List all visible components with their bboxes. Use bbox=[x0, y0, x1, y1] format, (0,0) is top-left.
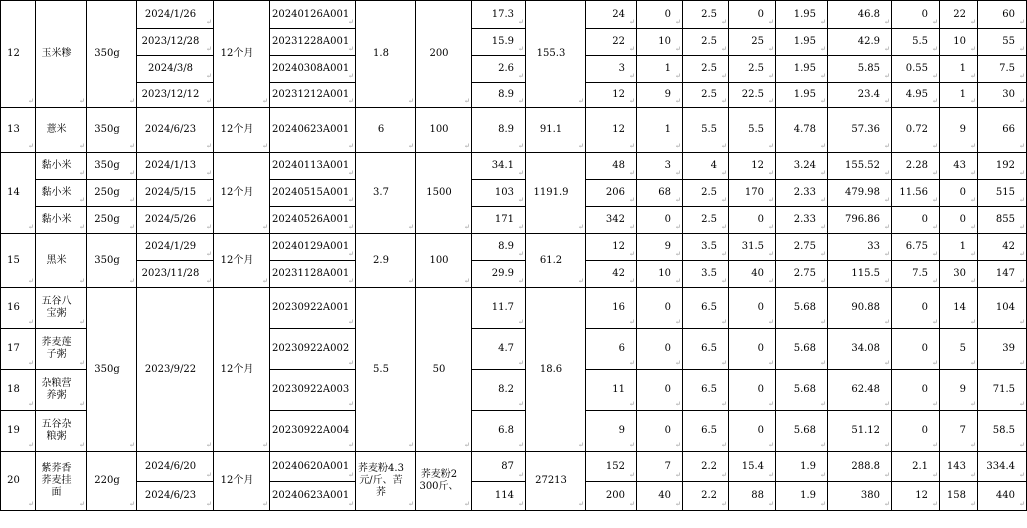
value-count: 6 ↵ bbox=[586, 329, 637, 370]
value-count: 3 ↵ bbox=[586, 56, 637, 83]
value-returned: 10 ↵ bbox=[637, 29, 683, 56]
value-count: 206 ↵ bbox=[586, 180, 637, 207]
amount: 114 ↵ bbox=[472, 482, 526, 511]
spec: 350g ↵ bbox=[87, 288, 137, 452]
value-cost: 2.75 ↵ bbox=[776, 261, 828, 288]
spec: 350g ↵ bbox=[87, 153, 137, 180]
production-date: 2023/9/22 ↵ bbox=[137, 288, 214, 452]
table-row bbox=[1, 108, 1027, 153]
batch-number: 20240620A001 ↵ bbox=[270, 452, 356, 482]
spec: 250g ↵ bbox=[87, 207, 137, 234]
table-row bbox=[1, 180, 1027, 207]
value-sales: 515 ↵ bbox=[978, 180, 1027, 207]
value-cost-total: 57.36 ↵ bbox=[828, 108, 892, 153]
value-loss: 0.72 ↵ bbox=[892, 108, 940, 153]
shelf-life: 12个月 ↵ bbox=[214, 153, 270, 234]
spec: 220g ↵ bbox=[87, 452, 137, 511]
value-count: 9 ↵ bbox=[586, 411, 637, 452]
price: 1.8 ↵ bbox=[356, 1, 416, 108]
value-loss: 0 ↵ bbox=[892, 329, 940, 370]
row-number: 12 ↵ bbox=[1, 1, 36, 108]
batch-number: 20240623A001 ↵ bbox=[270, 108, 356, 153]
value-sales: 192 ↵ bbox=[978, 153, 1027, 180]
value-sales: 104 ↵ bbox=[978, 288, 1027, 329]
value-loss: 0 ↵ bbox=[892, 207, 940, 234]
value-count: 152 ↵ bbox=[586, 452, 637, 482]
batch-number: 20240129A001 ↵ bbox=[270, 234, 356, 261]
value-cost-total: 115.5 ↵ bbox=[828, 261, 892, 288]
value-unit-price: 6.5 ↵ bbox=[683, 288, 729, 329]
amount: 103 ↵ bbox=[472, 180, 526, 207]
amount: 29.9 ↵ bbox=[472, 261, 526, 288]
product-name: 紫荞香荞麦挂面 ↵ bbox=[36, 452, 87, 511]
value-loss: 0 ↵ bbox=[892, 411, 940, 452]
value-refund: 12 ↵ bbox=[729, 153, 776, 180]
value-loss: 0 ↵ bbox=[892, 288, 940, 329]
value-count: 12 ↵ bbox=[586, 108, 637, 153]
batch-number: 20240113A001 ↵ bbox=[270, 153, 356, 180]
value-refund: 25 ↵ bbox=[729, 29, 776, 56]
value-refund: 2.5 ↵ bbox=[729, 56, 776, 83]
value-cost: 1.9 ↵ bbox=[776, 482, 828, 511]
value-stock: 1 ↵ bbox=[940, 234, 978, 261]
batch-number: 20240126A001 ↵ bbox=[270, 1, 356, 29]
product-name: 玉米糁 ↵ bbox=[36, 1, 87, 108]
value-refund: 0 ↵ bbox=[729, 370, 776, 411]
value-cost: 1.95 ↵ bbox=[776, 1, 828, 29]
value-stock: 14 ↵ bbox=[940, 288, 978, 329]
value-returned: 1 ↵ bbox=[637, 56, 683, 83]
value-unit-price: 3.5 ↵ bbox=[683, 261, 729, 288]
value-loss: 2.1 ↵ bbox=[892, 452, 940, 482]
value-loss: 12 ↵ bbox=[892, 482, 940, 511]
value-cost: 3.24 ↵ bbox=[776, 153, 828, 180]
value-unit-price: 6.5 ↵ bbox=[683, 411, 729, 452]
value-refund: 31.5 ↵ bbox=[729, 234, 776, 261]
value-returned: 0 ↵ bbox=[637, 288, 683, 329]
value-cost-total: 479.98 ↵ bbox=[828, 180, 892, 207]
total-amount: 1191.9 ↵ bbox=[526, 153, 586, 234]
value-count: 16 ↵ bbox=[586, 288, 637, 329]
total-quantity: 1500 ↵ bbox=[416, 153, 472, 234]
price: 3.7 ↵ bbox=[356, 153, 416, 234]
production-date: 2023/12/28 ↵ bbox=[137, 29, 214, 56]
spec: 350g ↵ bbox=[87, 108, 137, 153]
value-unit-price: 2.2 ↵ bbox=[683, 482, 729, 511]
value-cost: 2.33 ↵ bbox=[776, 207, 828, 234]
value-returned: 0 ↵ bbox=[637, 207, 683, 234]
product-name: 黏小米 ↵ bbox=[36, 207, 87, 234]
value-sales: 71.5 ↵ bbox=[978, 370, 1027, 411]
table-row bbox=[1, 56, 1027, 83]
row-number: 16 ↵ bbox=[1, 288, 36, 329]
value-unit-price: 4 ↵ bbox=[683, 153, 729, 180]
value-stock: 143 ↵ bbox=[940, 452, 978, 482]
value-cost-total: 288.8 ↵ bbox=[828, 452, 892, 482]
table-row bbox=[1, 452, 1027, 482]
value-unit-price: 2.5 ↵ bbox=[683, 83, 729, 108]
value-sales: 39 ↵ bbox=[978, 329, 1027, 370]
batch-number: 20230922A002 ↵ bbox=[270, 329, 356, 370]
shelf-life: 12个月 ↵ bbox=[214, 234, 270, 288]
value-count: 12 ↵ bbox=[586, 234, 637, 261]
value-cost-total: 155.52 ↵ bbox=[828, 153, 892, 180]
value-sales: 58.5 ↵ bbox=[978, 411, 1027, 452]
value-refund: 0 ↵ bbox=[729, 411, 776, 452]
value-cost-total: 380 ↵ bbox=[828, 482, 892, 511]
row-number: 17 ↵ bbox=[1, 329, 36, 370]
row-number: 18 ↵ bbox=[1, 370, 36, 411]
value-cost-total: 62.48 ↵ bbox=[828, 370, 892, 411]
value-cost-total: 33 ↵ bbox=[828, 234, 892, 261]
price: 荞麦粉4.3元/斤、苦荞 ↵ bbox=[356, 452, 416, 511]
value-stock: 30 ↵ bbox=[940, 261, 978, 288]
table-body bbox=[1, 1, 1027, 511]
shelf-life: 12个月 ↵ bbox=[214, 288, 270, 452]
spec: 250g ↵ bbox=[87, 180, 137, 207]
total-quantity: 100 ↵ bbox=[416, 234, 472, 288]
value-returned: 0 ↵ bbox=[637, 370, 683, 411]
value-loss: 6.75 ↵ bbox=[892, 234, 940, 261]
value-stock: 7 ↵ bbox=[940, 411, 978, 452]
total-quantity: 荞麦粉2300斤、 ↵ bbox=[416, 452, 472, 511]
amount: 8.2 ↵ bbox=[472, 370, 526, 411]
price: 5.5 ↵ bbox=[356, 288, 416, 452]
production-date: 2024/5/26 ↵ bbox=[137, 207, 214, 234]
production-date: 2024/6/23 ↵ bbox=[137, 108, 214, 153]
spec: 350g ↵ bbox=[87, 1, 137, 108]
production-date: 2024/6/20 ↵ bbox=[137, 452, 214, 482]
value-count: 48 ↵ bbox=[586, 153, 637, 180]
value-unit-price: 6.5 ↵ bbox=[683, 329, 729, 370]
table-row bbox=[1, 207, 1027, 234]
value-stock: 158 ↵ bbox=[940, 482, 978, 511]
amount: 15.9 ↵ bbox=[472, 29, 526, 56]
row-number: 14 ↵ bbox=[1, 153, 36, 234]
value-cost: 5.68 ↵ bbox=[776, 329, 828, 370]
value-count: 200 ↵ bbox=[586, 482, 637, 511]
production-date: 2023/12/12 ↵ bbox=[137, 83, 214, 108]
batch-number: 20231128A001 ↵ bbox=[270, 261, 356, 288]
value-cost: 1.95 ↵ bbox=[776, 56, 828, 83]
value-loss: 2.28 ↵ bbox=[892, 153, 940, 180]
value-cost-total: 23.4 ↵ bbox=[828, 83, 892, 108]
value-sales: 334.4 ↵ bbox=[978, 452, 1027, 482]
value-refund: 0 ↵ bbox=[729, 288, 776, 329]
value-sales: 440 ↵ bbox=[978, 482, 1027, 511]
value-returned: 1 ↵ bbox=[637, 108, 683, 153]
product-name: 黏小米 ↵ bbox=[36, 153, 87, 180]
batch-number: 20240526A001 ↵ bbox=[270, 207, 356, 234]
amount: 171 ↵ bbox=[472, 207, 526, 234]
product-name: 五谷杂粮粥 ↵ bbox=[36, 411, 87, 452]
value-stock: 5 ↵ bbox=[940, 329, 978, 370]
value-cost: 4.78 ↵ bbox=[776, 108, 828, 153]
value-returned: 7 ↵ bbox=[637, 452, 683, 482]
value-loss: 0 ↵ bbox=[892, 1, 940, 29]
value-returned: 0 ↵ bbox=[637, 329, 683, 370]
value-stock: 9 ↵ bbox=[940, 370, 978, 411]
amount: 4.7 ↵ bbox=[472, 329, 526, 370]
value-unit-price: 2.5 ↵ bbox=[683, 1, 729, 29]
price: 6 ↵ bbox=[356, 108, 416, 153]
amount: 8.9 ↵ bbox=[472, 83, 526, 108]
price: 2.9 ↵ bbox=[356, 234, 416, 288]
table-row bbox=[1, 153, 1027, 180]
batch-number: 20240308A001 ↵ bbox=[270, 56, 356, 83]
value-cost-total: 90.88 ↵ bbox=[828, 288, 892, 329]
value-stock: 0 ↵ bbox=[940, 180, 978, 207]
value-returned: 10 ↵ bbox=[637, 261, 683, 288]
value-sales: 7.5 ↵ bbox=[978, 56, 1027, 83]
value-refund: 0 ↵ bbox=[729, 329, 776, 370]
value-unit-price: 2.2 ↵ bbox=[683, 452, 729, 482]
value-refund: 5.5 ↵ bbox=[729, 108, 776, 153]
value-unit-price: 2.5 ↵ bbox=[683, 56, 729, 83]
value-stock: 43 ↵ bbox=[940, 153, 978, 180]
production-date: 2024/5/15 ↵ bbox=[137, 180, 214, 207]
value-cost: 5.68 ↵ bbox=[776, 288, 828, 329]
production-date: 2024/1/29 ↵ bbox=[137, 234, 214, 261]
amount: 87 ↵ bbox=[472, 452, 526, 482]
value-sales: 30 ↵ bbox=[978, 83, 1027, 108]
table-row bbox=[1, 29, 1027, 56]
amount: 6.8 ↵ bbox=[472, 411, 526, 452]
value-cost: 1.9 ↵ bbox=[776, 452, 828, 482]
table-row bbox=[1, 288, 1027, 329]
total-amount: 18.6 ↵ bbox=[526, 288, 586, 452]
row-number: 13 ↵ bbox=[1, 108, 36, 153]
value-cost-total: 796.86 ↵ bbox=[828, 207, 892, 234]
value-stock: 1 ↵ bbox=[940, 83, 978, 108]
product-name: 杂粮营养粥 ↵ bbox=[36, 370, 87, 411]
value-sales: 60 ↵ bbox=[978, 1, 1027, 29]
total-amount: 61.2 ↵ bbox=[526, 234, 586, 288]
batch-number: 20230922A001 ↵ bbox=[270, 288, 356, 329]
value-returned: 68 ↵ bbox=[637, 180, 683, 207]
table-row bbox=[1, 1, 1027, 29]
value-refund: 0 ↵ bbox=[729, 1, 776, 29]
value-loss: 0.55 ↵ bbox=[892, 56, 940, 83]
value-unit-price: 2.5 ↵ bbox=[683, 180, 729, 207]
table-row bbox=[1, 83, 1027, 108]
value-loss: 4.95 ↵ bbox=[892, 83, 940, 108]
value-refund: 22.5 ↵ bbox=[729, 83, 776, 108]
product-name: 黑米 ↵ bbox=[36, 234, 87, 288]
value-stock: 22 ↵ bbox=[940, 1, 978, 29]
shelf-life: 12个月 ↵ bbox=[214, 1, 270, 108]
amount: 2.6 ↵ bbox=[472, 56, 526, 83]
value-cost: 5.68 ↵ bbox=[776, 411, 828, 452]
total-amount: 155.3 ↵ bbox=[526, 1, 586, 108]
value-count: 24 ↵ bbox=[586, 1, 637, 29]
value-returned: 9 ↵ bbox=[637, 234, 683, 261]
table-row bbox=[1, 234, 1027, 261]
value-count: 342 ↵ bbox=[586, 207, 637, 234]
batch-number: 20240515A001 ↵ bbox=[270, 180, 356, 207]
total-quantity: 200 ↵ bbox=[416, 1, 472, 108]
value-sales: 147 ↵ bbox=[978, 261, 1027, 288]
production-date: 2024/6/23 ↵ bbox=[137, 482, 214, 511]
value-count: 12 ↵ bbox=[586, 83, 637, 108]
value-cost-total: 5.85 ↵ bbox=[828, 56, 892, 83]
value-returned: 40 ↵ bbox=[637, 482, 683, 511]
batch-number: 20231212A001 ↵ bbox=[270, 83, 356, 108]
table-row bbox=[1, 261, 1027, 288]
value-loss: 5.5 ↵ bbox=[892, 29, 940, 56]
value-count: 11 ↵ bbox=[586, 370, 637, 411]
value-cost-total: 46.8 ↵ bbox=[828, 1, 892, 29]
value-cost-total: 34.08 ↵ bbox=[828, 329, 892, 370]
table-row bbox=[1, 482, 1027, 511]
batch-number: 20240623A001 ↵ bbox=[270, 482, 356, 511]
value-refund: 88 ↵ bbox=[729, 482, 776, 511]
production-date: 2024/3/8 ↵ bbox=[137, 56, 214, 83]
amount: 34.1 ↵ bbox=[472, 153, 526, 180]
product-name: 五谷八宝粥 ↵ bbox=[36, 288, 87, 329]
value-unit-price: 2.5 ↵ bbox=[683, 29, 729, 56]
product-name: 荞麦莲子粥 ↵ bbox=[36, 329, 87, 370]
value-loss: 11.56 ↵ bbox=[892, 180, 940, 207]
row-number: 19 ↵ bbox=[1, 411, 36, 452]
value-stock: 0 ↵ bbox=[940, 207, 978, 234]
value-cost: 5.68 ↵ bbox=[776, 370, 828, 411]
value-refund: 40 ↵ bbox=[729, 261, 776, 288]
value-loss: 7.5 ↵ bbox=[892, 261, 940, 288]
production-date: 2023/11/28 ↵ bbox=[137, 261, 214, 288]
total-amount: 27213 ↵ bbox=[526, 452, 586, 511]
value-cost-total: 42.9 ↵ bbox=[828, 29, 892, 56]
amount: 8.9 ↵ bbox=[472, 234, 526, 261]
spec: 350g ↵ bbox=[87, 234, 137, 288]
value-sales: 855 ↵ bbox=[978, 207, 1027, 234]
value-unit-price: 2.5 ↵ bbox=[683, 207, 729, 234]
value-count: 22 ↵ bbox=[586, 29, 637, 56]
batch-number: 20230922A004 ↵ bbox=[270, 411, 356, 452]
value-returned: 0 ↵ bbox=[637, 411, 683, 452]
value-loss: 0 ↵ bbox=[892, 370, 940, 411]
value-refund: 15.4 ↵ bbox=[729, 452, 776, 482]
value-unit-price: 6.5 ↵ bbox=[683, 370, 729, 411]
value-cost: 1.95 ↵ bbox=[776, 29, 828, 56]
value-cost: 2.75 ↵ bbox=[776, 234, 828, 261]
amount: 17.3 ↵ bbox=[472, 1, 526, 29]
value-unit-price: 5.5 ↵ bbox=[683, 108, 729, 153]
value-stock: 9 ↵ bbox=[940, 108, 978, 153]
total-quantity: 100 ↵ bbox=[416, 108, 472, 153]
value-returned: 0 ↵ bbox=[637, 1, 683, 29]
value-refund: 0 ↵ bbox=[729, 207, 776, 234]
value-stock: 1 ↵ bbox=[940, 56, 978, 83]
amount: 11.7 ↵ bbox=[472, 288, 526, 329]
value-sales: 66 ↵ bbox=[978, 108, 1027, 153]
amount: 8.9 ↵ bbox=[472, 108, 526, 153]
production-date: 2024/1/26 ↵ bbox=[137, 1, 214, 29]
product-name: 薏米 ↵ bbox=[36, 108, 87, 153]
batch-number: 20230922A003 ↵ bbox=[270, 370, 356, 411]
shelf-life: 12个月 ↵ bbox=[214, 452, 270, 511]
value-returned: 9 ↵ bbox=[637, 83, 683, 108]
batch-number: 20231228A001 ↵ bbox=[270, 29, 356, 56]
row-number: 20 ↵ bbox=[1, 452, 36, 511]
value-cost-total: 51.12 ↵ bbox=[828, 411, 892, 452]
value-refund: 170 ↵ bbox=[729, 180, 776, 207]
product-name: 黏小米 ↵ bbox=[36, 180, 87, 207]
production-date: 2024/1/13 ↵ bbox=[137, 153, 214, 180]
value-cost: 2.33 ↵ bbox=[776, 180, 828, 207]
shelf-life: 12个月 ↵ bbox=[214, 108, 270, 153]
value-cost: 1.95 ↵ bbox=[776, 83, 828, 108]
value-unit-price: 3.5 ↵ bbox=[683, 234, 729, 261]
value-count: 42 ↵ bbox=[586, 261, 637, 288]
value-returned: 3 ↵ bbox=[637, 153, 683, 180]
total-amount: 91.1 ↵ bbox=[526, 108, 586, 153]
value-sales: 55 ↵ bbox=[978, 29, 1027, 56]
value-sales: 42 ↵ bbox=[978, 234, 1027, 261]
row-number: 15 ↵ bbox=[1, 234, 36, 288]
value-stock: 10 ↵ bbox=[940, 29, 978, 56]
total-quantity: 50 ↵ bbox=[416, 288, 472, 452]
